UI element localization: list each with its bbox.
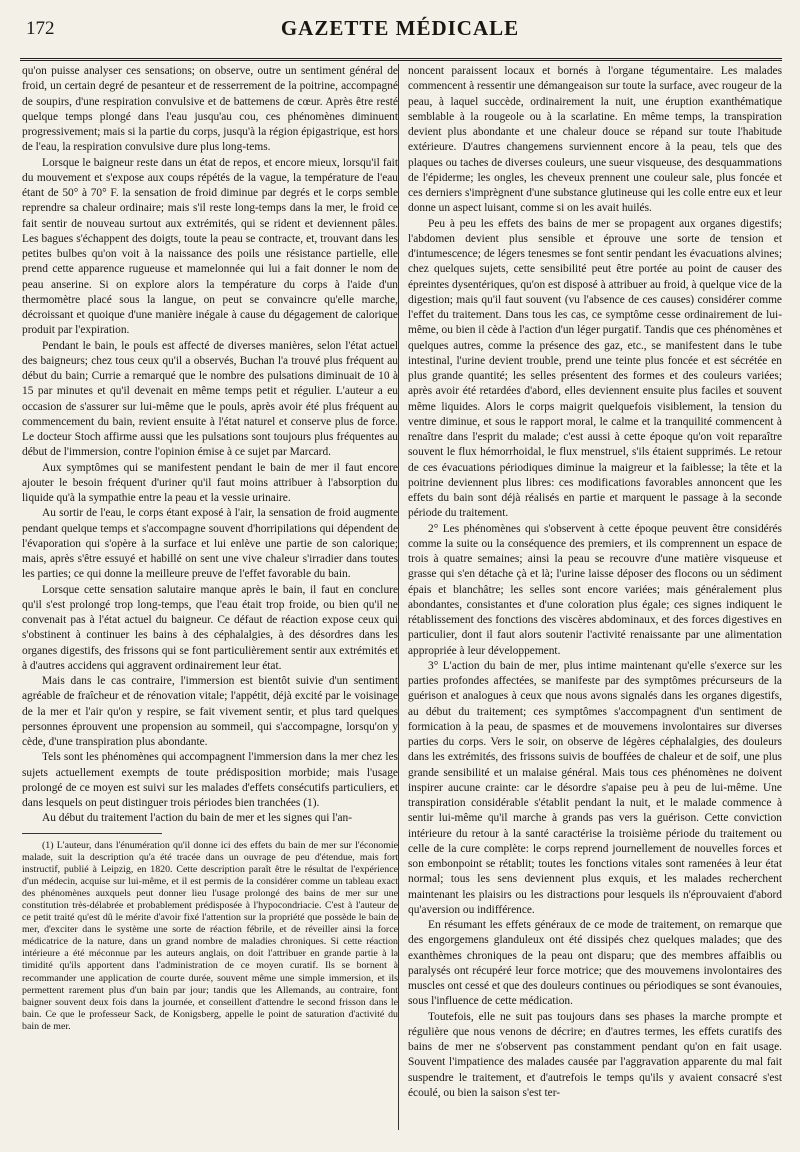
right-column xyxy=(408,64,782,1101)
paragraph: Tels sont les phénomènes qui accompagnent l'immersion dans la mer chez les sujets actuellement exempts de toute prédisposition morbide; mais l'usage prolongé de ce moyen est suivi sur les malades d'effets consécutifs particuliers, et dans lesquels on peut distinguer trois périodes bien tranchées (1). xyxy=(22,751,398,809)
paragraph: Aux symptômes qui se manifestent pendant le bain de mer il faut encore ajouter le besoin fréquent d'uriner qu'il faut moins attribuer à l'absorption du liquide qu'à la sympathie entre la peau et la vessie urinaire. xyxy=(22,461,398,504)
paragraph: Peu à peu les effets des bains de mer se propagent aux organes digestifs; l'abdomen devient plus sensible et éprouve une sorte de tension et d'intumescence; de légers tenesmes se font sentir pendant les évacuations alvines; chez quelques sujets, cette sensibilité peut être portée au point de causer des épreintes dysentériques, qu'on est disposé à attribuer au froid, à quelque vice de la digestion; mais qu'il faut souvent (vu l'absence de ces causes) considérer comme l'effet du traitement. Dans tous les cas, ce symptôme cesse ordinairement de lui-même, ou bien il cède à l'action d'un léger purgatif. Tandis que ces phénomènes et quelques autres, comme la présence des gaz, etc., se manifestent dans le tube intestinal, l'urine devient trouble, prend une teinte plus foncée et est sécrétée en plus grande quantité; les selles présentent des formes et des couleurs variées; après avoir été retardées d'abord, elles deviennent ensuite plus faciles et souvent même liquides. Alors le corps maigrit quelquefois visiblement, la tension du ventre diminue, et sous le rapport moral, le calme et la tranquilité commencent à renaître dans l'esprit du malade; c'est aussi à cette époque qu'on voit reparaître souvent le flux hémorrhoidal, le flux menstruel, s'ils étaient supprimés. Le retour de ces évacuations périodiques diminue la maigreur et la faiblesse; la tête et la poitrine deviennent plus libres: ces modifications favorables annoncent que les effets du bain sont déjà réalisés en partie et marquent le passage à la seconde période du traitement. xyxy=(408,217,782,520)
paragraph: 2° Les phénomènes qui s'observent à cette époque peuvent être considérés comme la suite ou la conséquence des premiers, et ils comprennent un espace de trois à quatre semaines; ainsi la peau se recouvre d'une matière visqueuse et grasse qui s'en détache çà et là; l'urine laisse déposer des flocons ou un sédiment épais et blanchâtre; les selles sont encore variées; mais généralement plus abondantes, consistantes et d'une coloration plus égale; ces signes indiquent le rétablissement des fonctions des viscères abdominaux, et des forces digestives en particulier, dont il faut alors soutenir l'activité renaissante par une alimentation appropriée à leur développement. xyxy=(408,522,782,657)
header-rule xyxy=(20,58,782,61)
paragraph: noncent paraissent locaux et bornés à l'organe tégumentaire. Les malades commencent à ressentir une démangeaison sur toute la surface, avec rougeur de la peau, à laquel succède, ordinairement la nuit, une éruption exanthématique semblable à la rougeole ou à la scarlatine. En même temps, la transpiration devient plus abondante et une chaleur douce se répand sur toute l'habitude extérieure. D'autres changemens surviennent encore à la peau, tels que des plaques ou taches de diverses couleurs, une sueur visqueuse, des desquammations de l'épiderme; les ongles, les cheveux prennent une couleur sale, plus foncée et ces derniers s'imprègnent d'une substance glutineuse qui les colle entre eux et leur donne un aspect luisant, comme si on les avait huilés. xyxy=(408,65,782,215)
paragraph: Au début du traitement l'action du bain de mer et les signes qui l'an- xyxy=(42,812,352,825)
paragraph: 3° L'action du bain de mer, plus intime maintenant qu'elle s'exerce sur les parties profondes affectées, se manifeste par des symptômes précurseurs de la guérison et analogues à ceux que nous avons signalés dans les organes digestifs, au début du traitement; ces symptômes s'accompagnent d'un sentiment de formication à la peau, de spasmes et de mouvemens involontaires sur diverses parties du corps. Vers le soir, on observe de légères céphalalgies, des douleurs dans les extrémités, des frissons suivis de bouffées de chaleur et de soif, une plus grande sensibilité et un malaise général. Mais tous ces phénomènes ne doivent inspirer aucune crainte: car le désordre s'apaise peu à peu de lui-même. Une transpiration considérable s'établit pendant la nuit, et le malade commence à sentir lui-même qu'il marche à grands pas vers la guérison. Cette conviction intérieure du retour à la santé caractérise la troisième période du traitement ou celle de la cure complète: le corps reprend journellement de nouvelles forces et son embonpoint se rétablit; toutes les fonctions vitales sont ramenées à leur état normal; tous les sens deviennent plus exquis, et les malades recherchent maintenant les plaisirs ou les distractions pour lesquels ils n'éprouvaient d'abord qu'aversion ou indifférence. xyxy=(408,659,782,916)
page-number: 172 xyxy=(26,18,55,39)
paragraph: Pendant le bain, le pouls est affecté de diverses manières, selon l'état actuel des baigneurs; chez tous ceux qu'il a observés, Buchan l'a trouvé plus fréquent au début du bain; Currie a remarqué que le nombre des pulsations diminuait de 10 à 15 par minutes et qu'il devenait en même temps petit et régulier. L'auteur a eu occasion de s'assurer sur lui-même que le pouls, après avoir été plus fréquent au commencement du bain, revient ensuite à l'état naturel et conserve plus de force. Le docteur Stoch affirme aussi que les pulsations sont toujours plus fréquentes au début de l'immersion, contre l'opinion émise à ce sujet par Marcard. xyxy=(22,339,398,459)
footnote-separator xyxy=(22,833,162,834)
paragraph: Au sortir de l'eau, le corps étant exposé à l'air, la sensation de froid augmente pendant quelque temps et s'accompagne souvent d'horripilations qui dépendent de l'évaporation qui s'opère à la surface et lui enlève une partie de son calorique; mais, après s'être essuyé et habillé on sent une vive chaleur s'irradier dans toutes les parties; ce qui donne la meilleure preuve de l'effet favorable du bain. xyxy=(22,507,398,581)
paragraph: Lorsque le baigneur reste dans un état de repos, et encore mieux, lorsqu'il fait du mouvement et s'expose aux coups répétés de la vague, la température de l'eau étant de 50° à 70° F. la sensation de froid diminue par degrés et le corps semble reprendre sa chaleur ordinaire; mais s'il reste long-temps dans la mer, le froid ce fait sentir de nouveau surtout aux extrémités, qui se rident et deviennent pâles. Les bagues s'échappent des doigts, toute la peau se contracte, et, trouvant dans les petites bulbes qu'on voit à la naissance des poils une résistance partielle, elle prend cette apparence rugueuse et mamelonnée qui lui a fait donner le nom de peau anserine. Si on explore alors la température du corps à l'aide d'un thermomètre placé sous la langue, on peut se convaincre qu'elle marche, décroissant et quoique d'une manière inégale à cause du dégagement de calorique produit par l'expiration. xyxy=(22,156,398,337)
footnote: (1) L'auteur, dans l'énumération qu'il donne ici des effets du bain de mer sur l'économie malade, suit la description qu'a été tracée dans un ouvrage de peu d'étendue, mais fort instructif, publié à Leipzig, en 1820. Cette description paraît être le résultat de l'expérience d'un médecin, acquise sur lui-même, et il est permis de la considérer comme un tableau exact des phénomènes auxquels peut donner lieu l'usage prolongé des bains de mer sur une constitution très-délabrée et probablement prédisposée à l'hypocondriacie. C'est à l'auteur de ce petit traité qu'est dû le mérite d'avoir fixé l'attention sur la propriété que possède le bain de mer, d'exciter dans le système une sorte de réaction fébrile, et de réveiller ainsi la force médicatrice de la nature, dans un grand nombre de maladies chroniques. Si cette réaction intérieure a été méconnue par les auteurs anglais, on doit l'attribuer en grande partie à la timidité qu'ils apportent dans l'administration de ce moyen curatif. Ils se bornent à recommander une application de courte durée, souvent même une simple immersion, et ils permettent rarement plus d'un bain par jour; tandis que les Allemands, au contraire, font baigner souvent deux fois dans la journée, et conseillent d'attendre le second frisson dans le bain. Ce que le professeur Sack, de Konigsberg, appelle le point de saturation d'activité du bain de mer. xyxy=(22,839,398,1032)
left-column xyxy=(22,64,398,1033)
column-divider xyxy=(398,64,399,1130)
paragraph: Toutefois, elle ne suit pas toujours dans ses phases la marche prompte et régulière que nous venons de décrire; en d'autres termes, les effets curatifs des bains de mer ne s'observent pas constamment pendant qu'on en fait usage. Souvent l'impatience des malades causée par l'aggravation apparente du mal fait suspendre le traitement, et d'autrefois le temps qu'ils y avaient consacré s'est écoulé, ou bien la saison s'est ter- xyxy=(408,1010,782,1099)
paragraph: En résumant les effets généraux de ce mode de traitement, on remarque que des engorgemens glanduleux ont été dissipés chez quelques malades; que des exanthèmes chroniques de la peau ont disparu; que des membres affaiblis ou paralysés ont récupéré leur force motrice; que des mouvemens involontaires des muscles ont cessé et que des douleurs continues ou périodiques se sont évanouies, sous l'influence de cette médication. xyxy=(408,919,782,1008)
paragraph: Lorsque cette sensation salutaire manque après le bain, il faut en conclure qu'il s'est prolongé trop long-temps, que l'eau était trop froide, ou bien qu'il ne convenait pas à l'état actuel du baigneur. Ce défaut de réaction expose ceux qui s'obstinent à continuer les bains à des céphalalgies, à des désordres dans les organes digestifs, des frissons qui se font particulièrement sentir aux extrémités et à d'autres accidens qui aggravent ordinairement leur état. xyxy=(22,583,398,672)
page-title: GAZETTE MÉDICALE xyxy=(280,16,520,40)
paragraph: Mais dans le cas contraire, l'immersion est bientôt suivie d'un sentiment agréable de fraîcheur et de rénovation vitale; l'appétit, déjà excité par le voisinage de la mer et l'air qu'on y respire, se fait vivement sentir, et plus tard quelques personnes éprouvent une propension au sommeil, qui s'accompagne, lorsqu'on y cède, d'une transpiration plus abondante. xyxy=(22,675,398,748)
paragraph: qu'on puisse analyser ces sensations; on observe, outre un sentiment général de froid, un certain degré de pesanteur et de resserrement de la poitrine, accompagné de soupirs, d'une respiration convulsive et de battemens de cœur. Après être resté quelque temps plongé dans l'eau jusqu'au cou, ces phénomènes diminuent progressivement; mais si la partie du corps, jusqu'à la région épigastrique, est hors de l'eau, la respiration convulsive dure plus long-tems. xyxy=(22,65,398,154)
